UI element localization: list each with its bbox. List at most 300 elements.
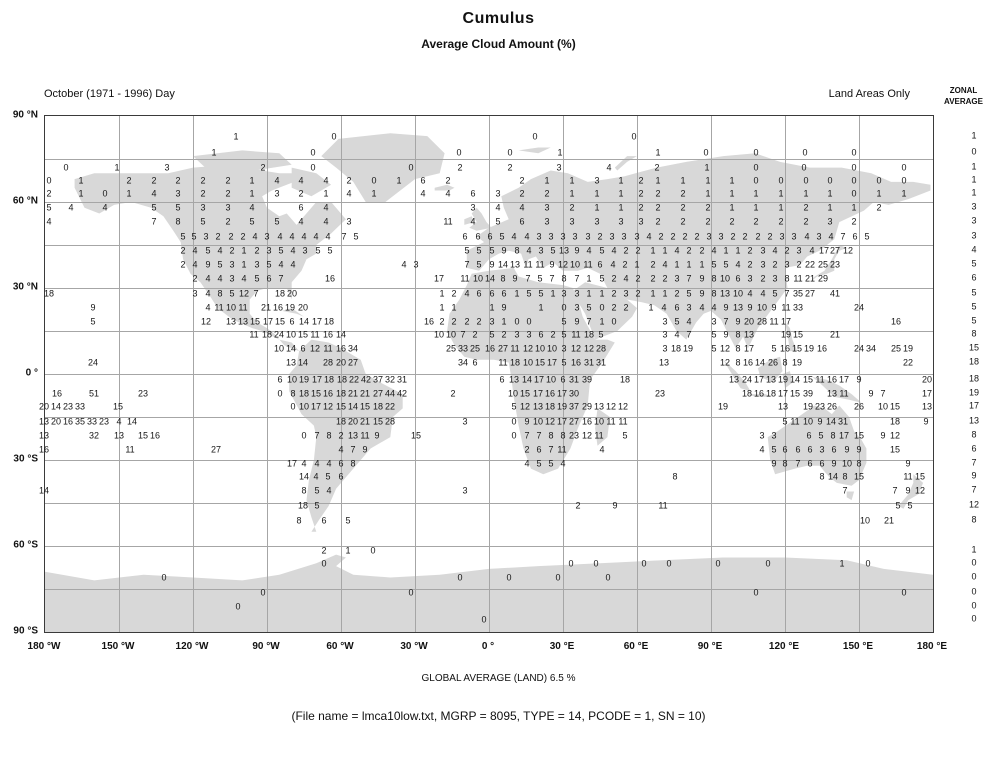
cell-value: 2 xyxy=(650,273,656,284)
cell-value: 8 xyxy=(217,288,223,299)
cell-value: 3 xyxy=(711,316,717,327)
cell-value: 1 xyxy=(839,558,845,569)
cell-value: 10 xyxy=(546,343,558,354)
cell-value: 11 xyxy=(214,302,224,313)
cell-value: 18 xyxy=(323,374,335,385)
zonal-average-value: 4 xyxy=(971,244,977,255)
cell-value: 14 xyxy=(50,401,62,412)
cell-value: 1 xyxy=(211,147,217,158)
cell-value: 8 xyxy=(548,430,554,441)
cell-value: 0 xyxy=(778,175,784,186)
cell-value: 8 xyxy=(290,388,296,399)
cell-value: 19 xyxy=(803,343,815,354)
cell-value: 2 xyxy=(760,273,766,284)
cell-value: 7 xyxy=(536,430,542,441)
cell-value: 3 xyxy=(585,231,591,242)
cell-value: 5 xyxy=(217,259,223,270)
cell-value: 16 xyxy=(149,430,161,441)
map-plot-area xyxy=(38,115,934,633)
cell-value: 16 xyxy=(51,388,63,399)
cell-value: 2 xyxy=(729,216,735,227)
cell-value: 11 xyxy=(557,444,567,455)
zonal-average-value: 3 xyxy=(971,201,977,212)
cell-value: 1 xyxy=(662,245,668,256)
cell-value: 4 xyxy=(772,245,778,256)
cell-value: 2 xyxy=(674,288,680,299)
cell-value: 16 xyxy=(779,343,791,354)
cell-value: 1 xyxy=(371,188,377,199)
cell-value: 10 xyxy=(522,357,534,368)
cell-value: 12 xyxy=(889,430,901,441)
cell-value: 2 xyxy=(638,175,644,186)
cell-value: 27 xyxy=(347,357,359,368)
cell-value: 4 xyxy=(735,259,741,270)
cell-value: 29 xyxy=(817,273,829,284)
cell-value: 1 xyxy=(439,302,445,313)
cell-value: 3 xyxy=(548,231,554,242)
cell-value: 22 xyxy=(804,259,816,270)
cell-value: 5 xyxy=(175,202,181,213)
zonal-average-value: 5 xyxy=(971,287,977,298)
cell-value: 2 xyxy=(662,273,668,284)
cell-value: 10 xyxy=(445,329,457,340)
cell-value: 15 xyxy=(112,401,124,412)
cell-value: 2 xyxy=(346,175,352,186)
cell-value: 7 xyxy=(278,273,284,284)
cell-value: 5 xyxy=(674,316,680,327)
cell-value: 6 xyxy=(807,458,813,469)
cell-value: 0 xyxy=(803,175,809,186)
cell-value: 4 xyxy=(323,202,329,213)
cell-value: 2 xyxy=(457,162,463,173)
cell-value: 9 xyxy=(501,245,507,256)
cell-value: 2 xyxy=(200,175,206,186)
cell-value: 3 xyxy=(594,175,600,186)
longitude-axis xyxy=(0,641,997,657)
cell-value: 18 xyxy=(619,374,631,385)
cell-value: 17 xyxy=(546,357,558,368)
cell-value: 9 xyxy=(723,302,729,313)
cell-value: 17 xyxy=(533,374,545,385)
cell-value: 4 xyxy=(524,458,530,469)
cell-value: 5 xyxy=(511,401,517,412)
cell-value: 2 xyxy=(658,231,664,242)
cell-value: 21 xyxy=(347,388,359,399)
cell-value: 0 xyxy=(827,175,833,186)
cell-value: 6 xyxy=(472,357,478,368)
cell-value: 3 xyxy=(747,273,753,284)
cell-value: 13 xyxy=(765,374,777,385)
cell-value: 11 xyxy=(815,374,825,385)
cell-value: 2 xyxy=(705,216,711,227)
cell-value: 3 xyxy=(225,202,231,213)
cell-value: 1 xyxy=(803,188,809,199)
cell-value: 2 xyxy=(519,188,525,199)
land-polygon xyxy=(321,133,444,202)
cell-value: 3 xyxy=(574,288,580,299)
cell-value: 5 xyxy=(771,343,777,354)
cell-value: 4 xyxy=(610,259,616,270)
zonal-average-value: 5 xyxy=(971,258,977,269)
cell-value: 17 xyxy=(753,374,765,385)
zonal-average-value: 8 xyxy=(971,514,977,525)
cell-value: 12 xyxy=(544,416,556,427)
cell-value: 2 xyxy=(225,188,231,199)
cell-value: 4 xyxy=(338,444,344,455)
cell-value: 12 xyxy=(570,343,582,354)
cell-value: 2 xyxy=(550,329,556,340)
cell-value: 2 xyxy=(126,175,132,186)
cell-value: 18 xyxy=(670,343,682,354)
cell-value: 13 xyxy=(826,388,838,399)
cell-value: 0 xyxy=(561,302,567,313)
cell-value: 7 xyxy=(686,273,692,284)
cell-value: 25 xyxy=(817,259,829,270)
cell-value: 2 xyxy=(747,259,753,270)
latitude-tick-label: 60 °S xyxy=(13,539,38,551)
cell-value: 28 xyxy=(322,357,334,368)
cell-value: 8 xyxy=(784,273,790,284)
cell-value: 14 xyxy=(497,259,509,270)
cell-value: 0 xyxy=(310,162,316,173)
cell-value: 1 xyxy=(569,175,575,186)
cell-value: 26 xyxy=(767,357,779,368)
cell-value: 3 xyxy=(462,416,468,427)
cell-value: 6 xyxy=(538,329,544,340)
cell-value: 9 xyxy=(574,245,580,256)
cell-value: 5 xyxy=(537,273,543,284)
cell-value: 6 xyxy=(597,259,603,270)
zonal-average-value: 8 xyxy=(971,328,977,339)
cell-value: 3 xyxy=(706,231,712,242)
cell-value: 1 xyxy=(396,175,402,186)
cell-value: 8 xyxy=(830,430,836,441)
cell-value: 0 xyxy=(753,175,759,186)
cell-value: 12 xyxy=(605,401,617,412)
longitude-tick-label: 150 °W xyxy=(101,641,135,652)
cell-value: 3 xyxy=(609,231,615,242)
cell-value: 2 xyxy=(439,316,445,327)
cell-value: 35 xyxy=(74,416,86,427)
cell-value: 21 xyxy=(829,329,841,340)
cell-value: 15 xyxy=(335,401,347,412)
cell-value: 4 xyxy=(217,273,223,284)
cell-value: 9 xyxy=(771,458,777,469)
cell-value: 0 xyxy=(457,572,463,583)
cell-value: 19 xyxy=(902,343,914,354)
cell-value: 7 xyxy=(795,458,801,469)
cell-value: 0 xyxy=(456,147,462,158)
cell-value: 2 xyxy=(638,202,644,213)
cell-value: 17 xyxy=(262,316,274,327)
cell-value: 1 xyxy=(650,245,656,256)
cell-value: 4 xyxy=(606,162,612,173)
cell-value: 4 xyxy=(662,259,668,270)
cell-value: 2 xyxy=(151,175,157,186)
cell-value: 5 xyxy=(278,245,284,256)
cell-value: 13 xyxy=(719,288,731,299)
cell-value: 5 xyxy=(353,231,359,242)
cell-value: 17 xyxy=(311,316,323,327)
longitude-tick-label: 120 °W xyxy=(175,641,209,652)
cell-value: 3 xyxy=(827,216,833,227)
cell-value: 7 xyxy=(549,273,555,284)
cell-value: 2 xyxy=(180,259,186,270)
cell-value: 5 xyxy=(325,471,331,482)
cell-value: 18 xyxy=(335,416,347,427)
cell-value: 3 xyxy=(302,245,308,256)
cell-value: 3 xyxy=(536,231,542,242)
zonal-header-line2: AVERAGE xyxy=(944,97,983,106)
cell-value: 1 xyxy=(827,202,833,213)
cell-value: 12 xyxy=(557,259,569,270)
cell-value: 1 xyxy=(241,245,247,256)
cell-value: 13 xyxy=(728,374,740,385)
cell-value: 2 xyxy=(215,231,221,242)
cell-value: 13 xyxy=(237,316,249,327)
cell-value: 14 xyxy=(754,357,766,368)
cell-value: 2 xyxy=(298,188,304,199)
cell-value: 16 xyxy=(753,388,765,399)
cell-value: 0 xyxy=(63,162,69,173)
cell-value: 13 xyxy=(225,316,237,327)
cell-value: 1 xyxy=(233,131,239,142)
cell-value: 2 xyxy=(228,231,234,242)
cell-value: 9 xyxy=(549,259,555,270)
cell-value: 4 xyxy=(290,259,296,270)
cell-value: 4 xyxy=(599,444,605,455)
zonal-average-value: 0 xyxy=(971,146,977,157)
cell-value: 1 xyxy=(723,245,729,256)
cell-value: 4 xyxy=(611,245,617,256)
cell-value: 1 xyxy=(599,288,605,299)
cell-value: 4 xyxy=(511,231,517,242)
cell-value: 10 xyxy=(433,329,445,340)
cell-value: 1 xyxy=(126,188,132,199)
cell-value: 2 xyxy=(655,216,661,227)
cell-value: 12 xyxy=(842,245,854,256)
cell-value: 4 xyxy=(116,416,122,427)
cell-value: 11 xyxy=(658,500,668,511)
cell-value: 2 xyxy=(635,273,641,284)
cell-value: 5 xyxy=(46,202,52,213)
cell-value: 14 xyxy=(335,329,347,340)
cell-value: 5 xyxy=(907,500,913,511)
cell-value: 2 xyxy=(575,500,581,511)
cell-value: 12 xyxy=(719,343,731,354)
cell-value: 16 xyxy=(423,316,435,327)
cell-value: 2 xyxy=(796,259,802,270)
cell-value: 8 xyxy=(782,357,788,368)
cell-value: 4 xyxy=(313,471,319,482)
file-info-label: (File name = lmca10low.txt, MGRP = 8095, TYPE = 14, PCODE = 1, SN = 10) xyxy=(291,709,706,723)
cell-value: 15 xyxy=(274,316,286,327)
cell-value: 17 xyxy=(777,388,789,399)
cell-value: 23 xyxy=(654,388,666,399)
cell-value: 3 xyxy=(760,259,766,270)
cell-value: 5 xyxy=(345,515,351,526)
cell-value: 0 xyxy=(511,430,517,441)
cell-value: 14 xyxy=(347,401,359,412)
cell-value: 1 xyxy=(753,202,759,213)
cell-value: 2 xyxy=(524,444,530,455)
cell-value: 15 xyxy=(410,430,422,441)
cell-value: 39 xyxy=(802,388,814,399)
cell-value: 4 xyxy=(298,216,304,227)
cell-value: 1 xyxy=(648,302,654,313)
cell-value: 4 xyxy=(289,231,295,242)
cell-value: 4 xyxy=(68,202,74,213)
cell-value: 3 xyxy=(686,302,692,313)
cell-value: 8 xyxy=(301,485,307,496)
cell-value: 1 xyxy=(323,188,329,199)
cell-value: 0 xyxy=(321,558,327,569)
cell-value: 1 xyxy=(538,302,544,313)
cell-value: 2 xyxy=(803,202,809,213)
cell-value: 20 xyxy=(297,302,309,313)
cell-value: 21 xyxy=(359,416,371,427)
cell-value: 2 xyxy=(851,216,857,227)
cell-value: 6 xyxy=(519,216,525,227)
zonal-average-value: 17 xyxy=(968,400,980,411)
cell-value: 8 xyxy=(856,458,862,469)
cell-value: 15 xyxy=(310,388,322,399)
cell-value: 0 xyxy=(260,587,266,598)
cell-value: 10 xyxy=(472,273,484,284)
cell-value: 3 xyxy=(791,231,797,242)
cell-value: 2 xyxy=(192,273,198,284)
cell-value: 4 xyxy=(241,273,247,284)
cell-value: 2 xyxy=(623,302,629,313)
cell-value: 18 xyxy=(43,288,55,299)
cell-value: 11 xyxy=(606,416,616,427)
cell-value: 0 xyxy=(851,162,857,173)
cell-value: 7 xyxy=(586,316,592,327)
cell-value: 19 xyxy=(284,302,296,313)
cell-value: 5 xyxy=(561,316,567,327)
cell-value: 8 xyxy=(735,357,741,368)
cell-value: 6 xyxy=(266,273,272,284)
zonal-average-value: 6 xyxy=(971,272,977,283)
cell-value: 17 xyxy=(310,401,322,412)
cell-value: 0 xyxy=(481,614,487,625)
cell-value: 0 xyxy=(901,175,907,186)
cell-value: 9 xyxy=(524,416,530,427)
cell-value: 0 xyxy=(514,316,520,327)
cell-value: 7 xyxy=(784,288,790,299)
cell-value: 17 xyxy=(780,316,792,327)
cell-value: 3 xyxy=(274,188,280,199)
cell-value: 16 xyxy=(272,302,284,313)
cell-value: 2 xyxy=(623,245,629,256)
cell-value: 4 xyxy=(278,259,284,270)
cell-value: 42 xyxy=(360,374,372,385)
longitude-tick-label: 120 °E xyxy=(768,641,800,652)
cell-value: 17 xyxy=(556,388,568,399)
cell-value: 4 xyxy=(205,302,211,313)
cell-value: 8 xyxy=(711,273,717,284)
cell-value: 17 xyxy=(556,416,568,427)
cell-value: 9 xyxy=(723,329,729,340)
latitude-tick-label: 90 °N xyxy=(12,109,38,121)
cell-value: 4 xyxy=(747,288,753,299)
cell-value: 1 xyxy=(544,175,550,186)
cell-value: 6 xyxy=(536,444,542,455)
cell-value: 24 xyxy=(741,374,753,385)
period-label: October (1971 - 1996) Day xyxy=(44,88,175,100)
cell-value: 13 xyxy=(658,357,670,368)
cell-value: 13 xyxy=(38,430,50,441)
cell-value: 4 xyxy=(323,175,329,186)
latitude-tick-label: 30 °N xyxy=(12,281,38,293)
cell-value: 3 xyxy=(413,259,419,270)
cell-value: 26 xyxy=(826,401,838,412)
cell-value: 2 xyxy=(544,188,550,199)
zonal-average-value: 12 xyxy=(968,499,980,510)
cell-value: 4 xyxy=(217,245,223,256)
cell-value: 8 xyxy=(560,430,566,441)
cell-value: 4 xyxy=(661,302,667,313)
cell-value: 7 xyxy=(574,273,580,284)
cell-value: 28 xyxy=(595,343,607,354)
cell-value: 3 xyxy=(638,216,644,227)
cell-value: 16 xyxy=(570,357,582,368)
cell-value: 13 xyxy=(285,357,297,368)
latitude-tick-label: 0 ° xyxy=(25,367,38,379)
cell-value: 0 xyxy=(715,558,721,569)
cell-value: 5 xyxy=(476,259,482,270)
cell-value: 2 xyxy=(254,245,260,256)
cell-value: 3 xyxy=(556,162,562,173)
cell-value: 1 xyxy=(514,288,520,299)
cell-value: 2 xyxy=(694,231,700,242)
cell-value: 6 xyxy=(462,231,468,242)
cell-value: 15 xyxy=(792,329,804,340)
cell-value: 2 xyxy=(635,245,641,256)
cell-value: 3 xyxy=(254,259,260,270)
cell-value: 18 xyxy=(509,357,521,368)
cell-value: 2 xyxy=(680,188,686,199)
cell-value: 4 xyxy=(759,444,765,455)
cell-value: 3 xyxy=(662,329,668,340)
cell-value: 16 xyxy=(322,329,334,340)
cell-value: 0 xyxy=(753,587,759,598)
cell-value: 3 xyxy=(526,329,532,340)
cell-value: 4 xyxy=(274,175,280,186)
cell-value: 15 xyxy=(791,343,803,354)
cell-value: 1 xyxy=(501,316,507,327)
cell-value: 2 xyxy=(229,245,235,256)
cell-value: 12 xyxy=(522,343,534,354)
cell-value: 15 xyxy=(534,357,546,368)
longitude-tick-label: 60 °E xyxy=(623,641,649,652)
cell-value: 9 xyxy=(612,500,618,511)
cell-value: 3 xyxy=(634,231,640,242)
zonal-average-value: 0 xyxy=(971,600,977,611)
cell-value: 14 xyxy=(484,273,496,284)
page-title: Cumulus xyxy=(462,10,535,27)
cell-value: 31 xyxy=(396,374,408,385)
cell-value: 9 xyxy=(90,302,96,313)
cell-value: 13 xyxy=(509,259,521,270)
cell-value: 1 xyxy=(735,245,741,256)
cell-value: 0 xyxy=(641,558,647,569)
cell-value: 10 xyxy=(569,259,581,270)
cell-value: 11 xyxy=(618,416,628,427)
cell-value: 18 xyxy=(274,288,286,299)
cell-value: 5 xyxy=(536,458,542,469)
cell-value: 0 xyxy=(851,147,857,158)
